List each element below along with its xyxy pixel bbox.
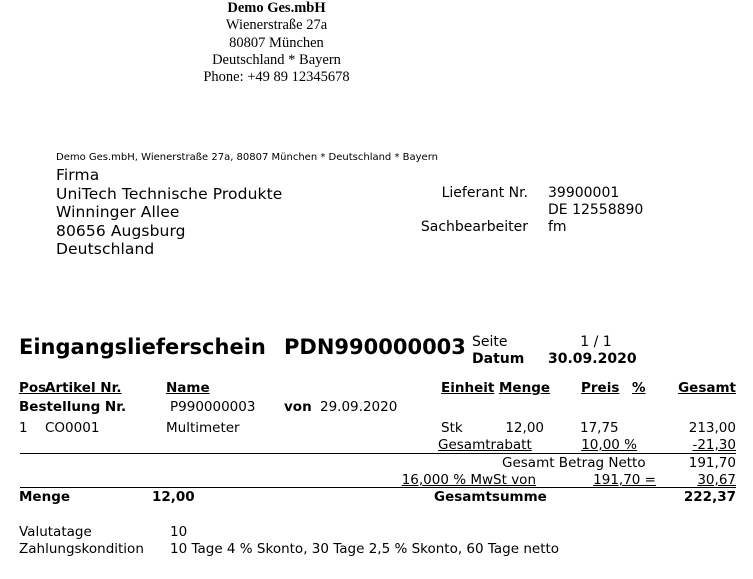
header-pct: % xyxy=(632,380,646,396)
recipient-line1: Firma xyxy=(56,166,100,184)
header-artikel: Artikel Nr. xyxy=(45,380,122,396)
header-einheit: Einheit xyxy=(441,380,495,396)
row-menge: 12,00 xyxy=(505,420,544,436)
order-label: Bestellung Nr. xyxy=(19,399,127,415)
sender-line: Demo Ges.mbH, Wienerstraße 27a, 80807 München * Deutschland * Bayern xyxy=(56,152,438,163)
header-gesamt: Gesamt xyxy=(678,380,736,396)
divider-line xyxy=(20,487,736,488)
footer-menge-value: 12,00 xyxy=(152,489,195,505)
gesamtsumme-label: Gesamtsumme xyxy=(434,489,547,505)
zahlung-value: 10 Tage 4 % Skonto, 30 Tage 2,5 % Skonto, 60 Tage netto xyxy=(170,541,560,557)
row-name: Multimeter xyxy=(166,420,240,436)
valutatage-label: Valutatage xyxy=(19,524,92,540)
datum-label: Datum xyxy=(472,351,525,367)
mwst-label: 16,000 % MwSt von xyxy=(401,472,536,488)
lieferant-label: Lieferant Nr. xyxy=(441,185,528,201)
row-gesamt: 213,00 xyxy=(688,420,736,436)
footer-menge-label: Menge xyxy=(19,489,71,505)
header-preis: Preis xyxy=(581,380,620,396)
company-city: 80807 München xyxy=(229,35,324,51)
company-country: Deutschland * Bayern xyxy=(212,52,341,68)
recipient-line2: UniTech Technische Produkte xyxy=(56,185,283,203)
company-phone: Phone: +49 89 12345678 xyxy=(203,69,350,85)
sachbearbeiter-value: fm xyxy=(548,219,567,235)
order-date: 29.09.2020 xyxy=(320,399,398,415)
divider-line xyxy=(20,453,736,454)
sachbearbeiter-label: Sachbearbeiter xyxy=(420,219,528,235)
datum-value: 30.09.2020 xyxy=(548,351,637,367)
lieferant-value: 39900001 xyxy=(548,185,620,201)
gesamtrabatt-pct: 10,00 % xyxy=(581,437,637,453)
gesamtsumme-value: 222,37 xyxy=(683,489,736,505)
row-artikel: CO0001 xyxy=(45,420,100,436)
seite-value: 1 / 1 xyxy=(580,334,612,350)
gesamtrabatt-value: -21,30 xyxy=(692,437,736,453)
netto-value: 191,70 xyxy=(688,455,736,471)
valutatage-value: 10 xyxy=(170,524,188,540)
row-preis: 17,75 xyxy=(580,420,619,436)
company-street: Wienerstraße 27a xyxy=(225,17,328,33)
mwst-value: 30,67 xyxy=(697,472,736,488)
zahlung-label: Zahlungskondition xyxy=(19,541,144,557)
mwst-base: 191,70 = xyxy=(593,472,656,488)
order-number: P990000003 xyxy=(170,399,256,415)
document-title: Eingangslieferschein xyxy=(19,335,266,359)
recipient-line5: Deutschland xyxy=(56,240,155,258)
gesamtrabatt-label: Gesamtrabatt xyxy=(438,437,532,453)
row-pos: 1 xyxy=(19,420,28,436)
order-von-label: von xyxy=(284,399,312,415)
recipient-line3: Winninger Allee xyxy=(56,203,180,221)
row-einheit: Stk xyxy=(441,420,463,436)
vat-id: DE 12558890 xyxy=(548,202,644,218)
company-name: Demo Ges.mbH xyxy=(227,0,326,16)
document-number: PDN990000003 xyxy=(284,335,466,359)
header-name: Name xyxy=(166,380,210,396)
recipient-line4: 80656 Augsburg xyxy=(56,222,186,240)
header-menge: Menge xyxy=(499,380,551,396)
netto-label: Gesamt Betrag Netto xyxy=(502,455,646,471)
seite-label: Seite xyxy=(472,334,508,350)
header-pos: Pos xyxy=(19,380,47,396)
